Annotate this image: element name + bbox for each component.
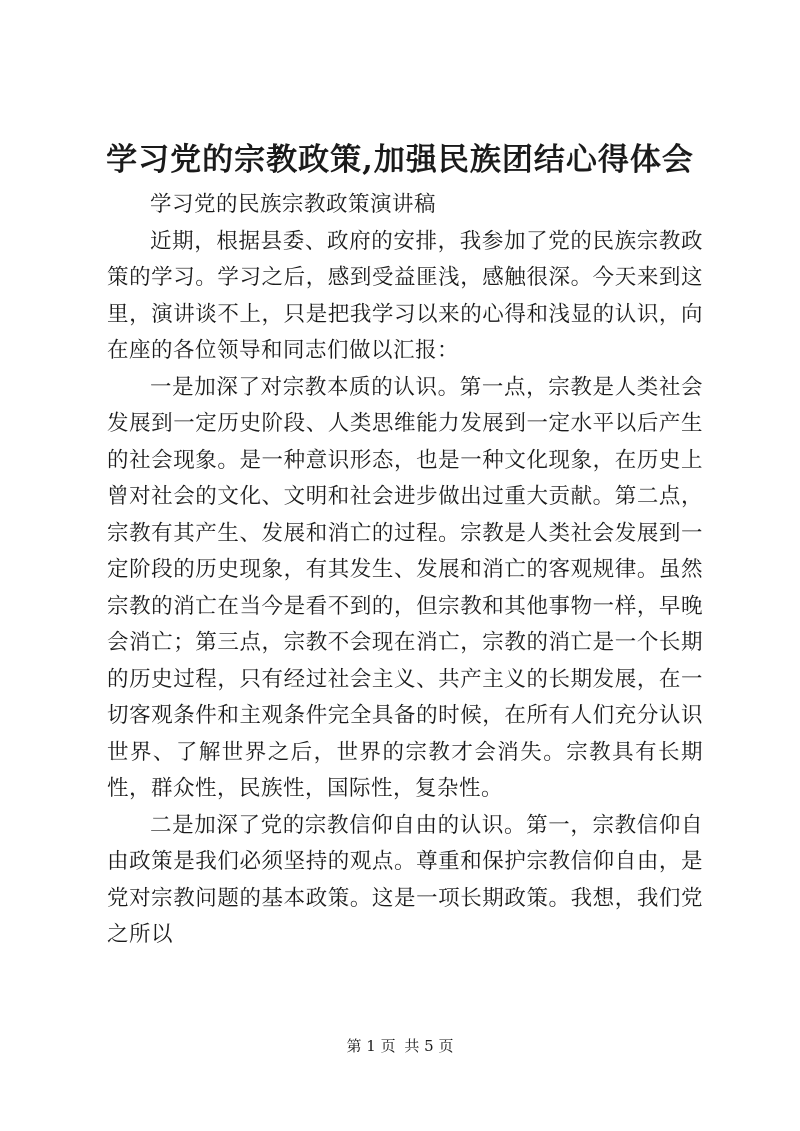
body-paragraph: 二是加深了党的宗教信仰自由的认识。第一，宗教信仰自由政策是我们必须坚持的观点。尊重和保护宗教信仰自由，是党对宗教问题的基本政策。这是一项长期政策。我想，我们党之所以 (107, 812, 703, 947)
document-body (107, 187, 703, 954)
page-footer (0, 1036, 800, 1056)
subtitle-paragraph: 学习党的民族宗教政策演讲稿 (150, 192, 437, 217)
document-title: 学习党的宗教政策,加强民族团结心得体会 (106, 142, 694, 178)
page-number: 第 1 页 (346, 1037, 396, 1055)
body-paragraph: 一是加深了对宗教本质的认识。第一点，宗教是人类社会发展到一定历史阶段、人类思维能力发展到一定水平以后产生的社会现象。是一种意识形态，也是一种文化现象，在历史上曾对社会的文化、文明和社会进步做出过重大贡献。第二点，宗教有其产生、发展和消亡的过程。宗教是人类社会发展到一定阶段的历史现象，有其发生、发展和消亡的客观规律。虽然宗教的消亡在当今是看不到的，但宗教和其他事物一样，早晚会消亡；第三点，宗教不会现在消亡，宗教的消亡是一个长期的历史过程，只有经过社会主义、共产主义的长期发展，在一切客观条件和主观条件完全具备的时候，在所有人们充分认识世界、了解世界之后，世界的宗教才会消失。宗教具有长期性，群众性，民族性，国际性，复杂性。 (107, 374, 703, 801)
page-total: 共 5 页 (404, 1037, 454, 1055)
body-paragraph: 近期，根据县委、政府的安排，我参加了党的民族宗教政策的学习。学习之后，感到受益匪浅，感触很深。今天来到这里，演讲谈不上，只是把我学习以来的心得和浅显的认识，向在座的各位领导和同志们做以汇报： (107, 228, 703, 363)
